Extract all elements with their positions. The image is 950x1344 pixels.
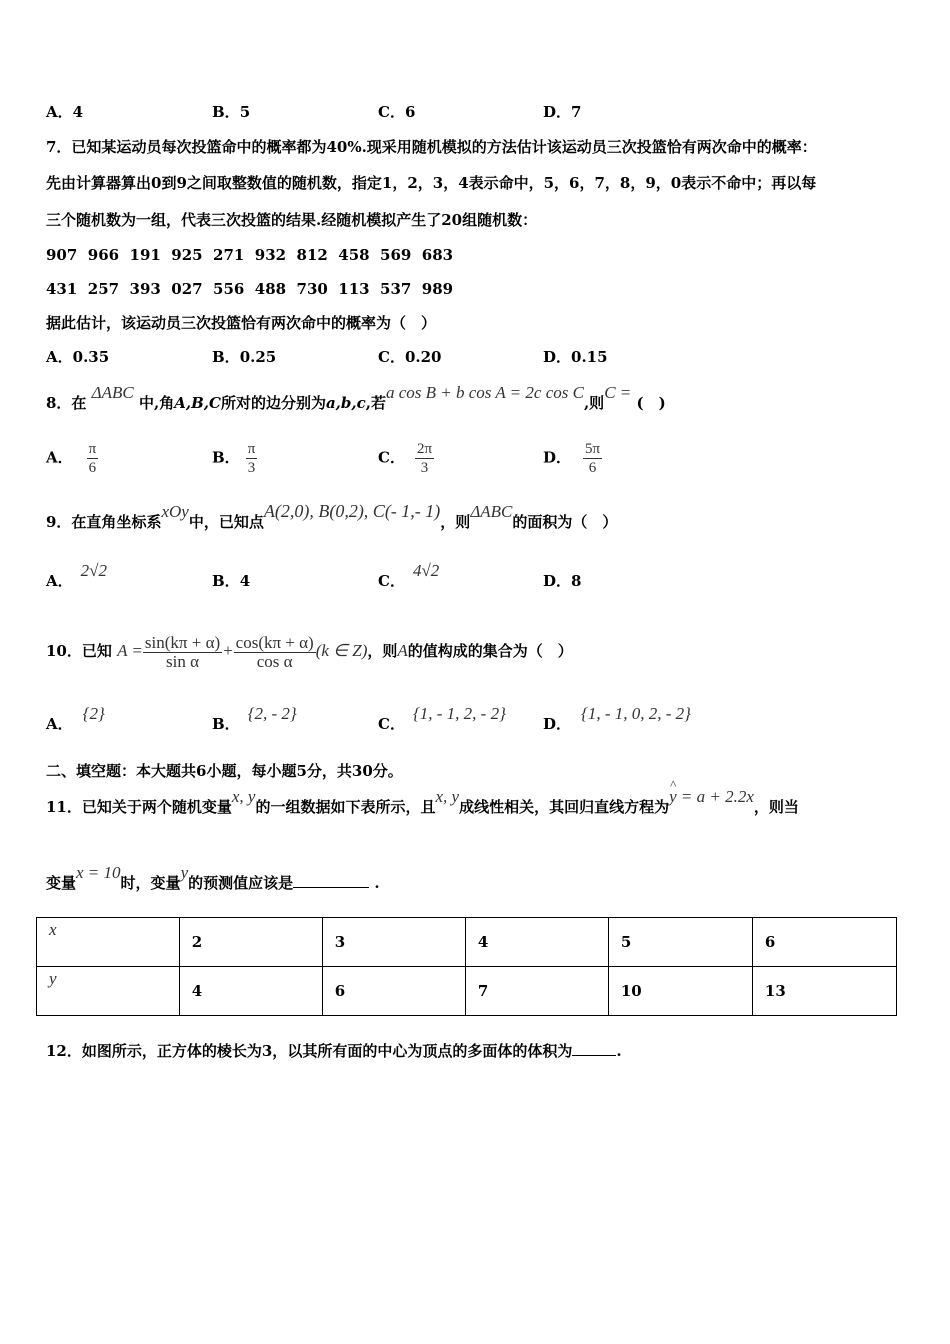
q9-option-b: B．4 xyxy=(212,572,251,590)
q11-answer-blank[interactable] xyxy=(293,887,369,888)
q10-option-a: A．{2} xyxy=(46,704,105,733)
section-2-heading: 二、填空题：本大题共6小题，每小题5分，共30分。 xyxy=(46,762,403,780)
q7-random-numbers-row1: 907 966 191 925 271 932 812 458 569 683 xyxy=(46,246,454,264)
q9-system: xOy xyxy=(161,502,189,521)
q6-option-a: A．4 xyxy=(46,103,84,121)
q8-option-a: A． $\frac{\pi}{6}$ xyxy=(46,441,97,476)
table-row-x xyxy=(37,918,897,967)
q10-fraction-cos: $\frac{\cos(k\pi + \alpha)}{\text{cos α}}$ xyxy=(235,632,314,671)
q10-option-d: D．{1, - 1, 0, 2, - 2} xyxy=(543,704,691,733)
q9-triangle: ΔABC xyxy=(470,502,513,521)
q9-stem: 9．在直角坐标系xOy中，已知点A(2,0), B(0,2), C(- 1,- 1)，则ΔABC的面积为（ ） xyxy=(46,501,618,531)
q7-question: 据此估计，该运动员三次投篮恰有两次命中的概率为（ ） xyxy=(46,314,437,332)
q10-option-b: B．{2, - 2} xyxy=(212,704,297,733)
table-header-x: x xyxy=(37,918,180,967)
q8-option-d: D． $\frac{5\pi}{6}$ xyxy=(543,441,601,476)
q9-option-a: A．2√2 xyxy=(46,561,107,590)
q6-option-d: D．7 xyxy=(543,103,582,121)
q7-option-b: B．0.25 xyxy=(212,348,277,366)
q8-stem: 8．在 ΔABC 中,角A,B,C所对的边分别为a,b,c,若a cos B + b cos A = 2c cos C,则C = ( ) xyxy=(46,383,666,412)
q11-stem-line2: 变量x = 10时，变量y的预测值应该是 . xyxy=(46,863,380,892)
q10-option-c: C．{1, - 1, 2, - 2} xyxy=(378,704,506,733)
q10-stem: 10．已知 A = $\frac{\sin(k\pi + \alpha)}{\text{sin α}}$ + $\frac{\cos(k\pi + \alpha)}{\text{cos α}}$ (k ∈ Z)，则A的值构成的集合为（ ） xyxy=(46,632,573,671)
table-cell: 5 xyxy=(608,918,752,967)
table-cell: 7 xyxy=(465,967,608,1016)
q11-stem-line1: 11．已知关于两个随机变量x, y的一组数据如下表所示，且x, y成线性相关，其回归直线方程为^ y = a + 2.2x，则当 xyxy=(46,797,799,817)
q9-option-d: D．8 xyxy=(543,572,582,590)
table-row-y xyxy=(37,967,897,1016)
table-cell: 6 xyxy=(322,967,465,1016)
q12-answer-blank[interactable] xyxy=(572,1055,616,1056)
q7-option-d: D．0.15 xyxy=(543,348,608,366)
q11-data-table xyxy=(36,917,897,1016)
q7-random-numbers-row2: 431 257 393 027 556 488 730 113 537 989 xyxy=(46,280,454,298)
q6-option-c: C．6 xyxy=(378,103,416,121)
q12-stem: 12．如图所示，正方体的棱长为3，以其所有面的中心为顶点的多面体的体积为 . xyxy=(46,1042,622,1060)
table-cell: 6 xyxy=(752,918,896,967)
q9-points: A(2,0), B(0,2), C(- 1,- 1) xyxy=(263,501,441,521)
q7-line2: 先由计算器算出0到9之间取整数值的随机数，指定1，2，3，4表示命中，5，6，7，8，9，0表示不命中；再以每 xyxy=(46,174,817,192)
q7-option-a: A．0.35 xyxy=(46,348,110,366)
q7-option-c: C．0.20 xyxy=(378,348,442,366)
q8-triangle: ΔABC xyxy=(91,383,134,402)
q6-option-b: B．5 xyxy=(212,103,251,121)
table-cell: 4 xyxy=(179,967,322,1016)
q9-option-c: C．4√2 xyxy=(378,561,440,590)
q8-equation: a cos B + b cos A = 2c cos C xyxy=(385,383,584,402)
q10-fraction-sin: $\frac{\sin(k\pi + \alpha)}{\text{sin α}}$ xyxy=(144,632,221,671)
table-cell: 13 xyxy=(752,967,896,1016)
table-cell: 10 xyxy=(608,967,752,1016)
q7-line1: 7．已知某运动员每次投篮命中的概率都为40%.现采用随机模拟的方法估计该运动员三次投篮恰有两次命中的概率： xyxy=(46,138,817,156)
table-header-y: y xyxy=(37,967,180,1016)
q7-line3: 三个随机数为一组，代表三次投篮的结果.经随机模拟产生了20组随机数： xyxy=(46,211,538,229)
q8-option-c: C． $\frac{2\pi}{3}$ xyxy=(378,441,433,476)
q11-regression: ^ y = a + 2.2x xyxy=(669,787,754,806)
table-cell: 3 xyxy=(322,918,465,967)
table-cell: 2 xyxy=(179,918,322,967)
table-cell: 4 xyxy=(465,918,608,967)
q8-option-b: B． $\frac{\pi}{3}$ xyxy=(212,441,256,476)
q8-target: C = xyxy=(604,383,632,402)
